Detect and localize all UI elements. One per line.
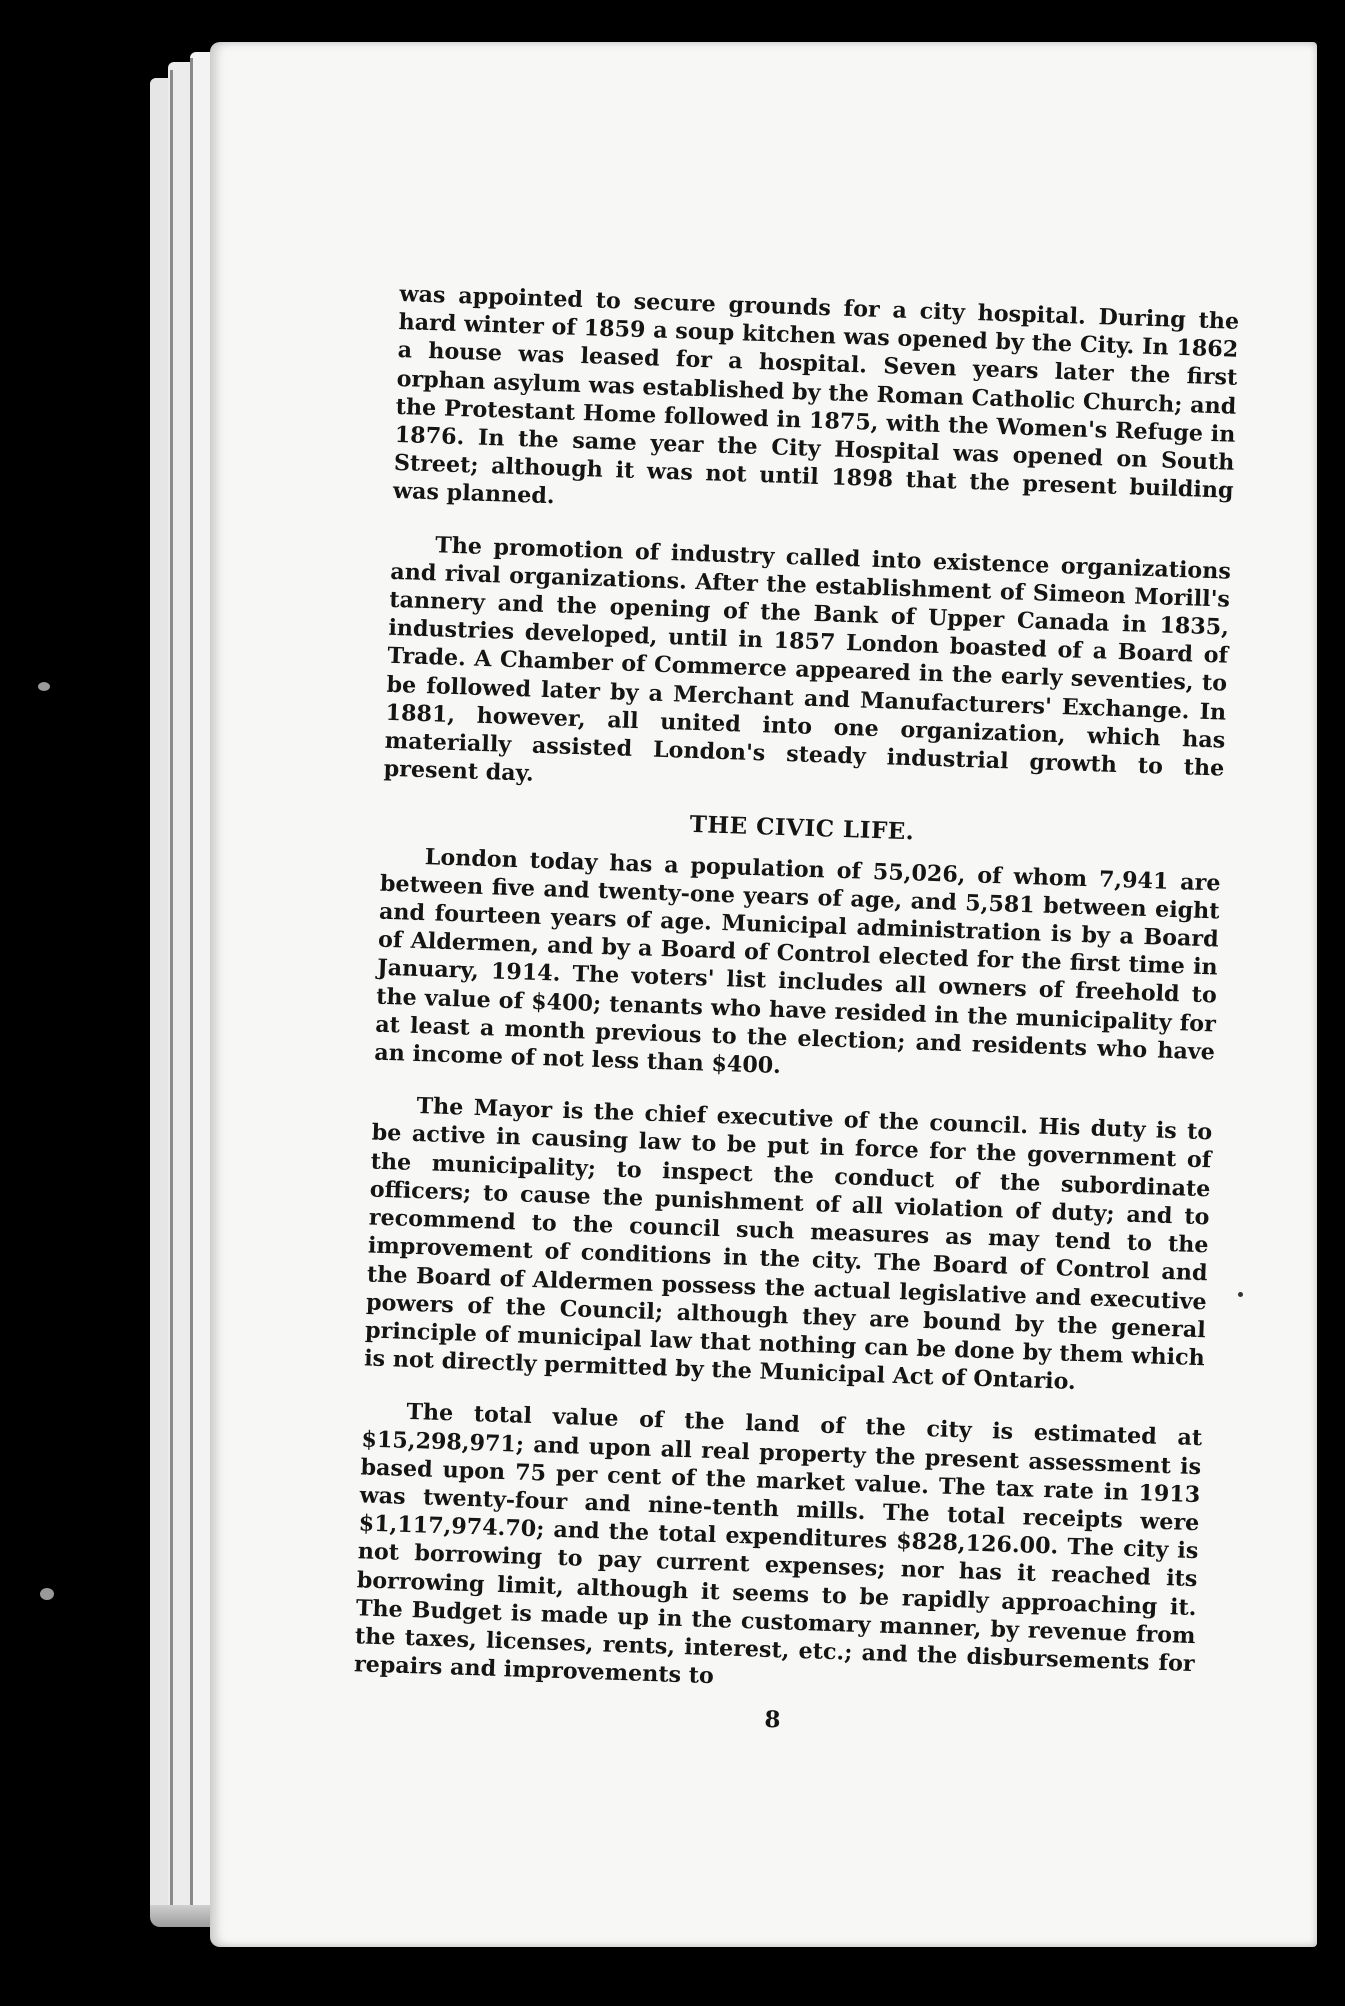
scan-speck — [38, 682, 50, 691]
page-edge-line — [190, 58, 193, 1918]
scan-speck — [40, 1588, 54, 1600]
page-number: 8 — [764, 1706, 781, 1734]
paragraph: The promotion of industry called into existence organizations and rival organizations. After the establishment of Simeon Morill's tannery and the opening of the Bank of Upper Canada in 1835, industries developed, until in 1857 London boasted of a Board of Trade. A Chamber of Commerce appeared in the early seventies, to be followed later by a Merchant and Manufacturers' Exchange. In 1881, however, all united into one organization, which has materially assisted London's steady industrial growth to the present day. — [383, 531, 1232, 787]
page-text — [352, 280, 1239, 1749]
page-edge-line — [170, 70, 173, 1920]
section-heading: THE CIVIC LIFE. — [689, 811, 915, 846]
paragraph: London today has a population of 55,026, of whom 7,941 are between five and twenty-one years of age, and 5,581 between eight and fourteen years of age. Municipal administration is by a Board of Aldermen, and by a Board of Control elected for the first time in January, 1914. The voters' list includes all owners of freehold to the value of $400; tenants who have resided in the municipality for at least a month previous to the election; and residents who have an income of not less than $400. — [373, 843, 1221, 1080]
paragraph: The total value of the land of the city is estimated at $15,298,971; and upon all real property the present assessment is based upon 75 per cent of the market value. The tax rate in 1913 was twenty-four and nine-tenth mills. The total receipts were $1,117,974.70; and the total expenditures $828,126.00. The city is not borrowing to pay current expenses; nor has it reached its borrowing limit, although it seems to be rapidly approaching it. The Budget is made up in the customary manner, by revenue from the taxes, licenses, rents, interest, etc.; and the disbursements for repairs and improvements to — [353, 1399, 1203, 1690]
paragraph: was appointed to secure grounds for a city hospital. During the hard winter of 1859 a soup kitchen was opened by the City. In 1862 a house was leased for a hospital. Seven years later the first orphan asylum was established by the Roman Catholic Church; and the Protestant Home followed in 1875, with the Women's Refuge in 1876. In the same year the City Hospital was opened on South Street; although it was not until 1898 that the present building was planned. — [392, 280, 1240, 510]
scan-speck — [1238, 1292, 1243, 1297]
paragraph: The Mayor is the chief executive of the council. His duty is to be active in causing law to be put in force for the government of the municipality; to inspect the conduct of the subordinate officers; to cause the punishment of all violation of duty; and to recommend to the council such measures as may tend to the improvement of conditions in the city. The Board of Control and the Board of Aldermen possess the actual legislative and executive powers of the Council; although they are bound by the general principle of municipal law that nothing can be done by them which is not directly permitted by the Municipal Act of Ontario. — [363, 1093, 1213, 1396]
